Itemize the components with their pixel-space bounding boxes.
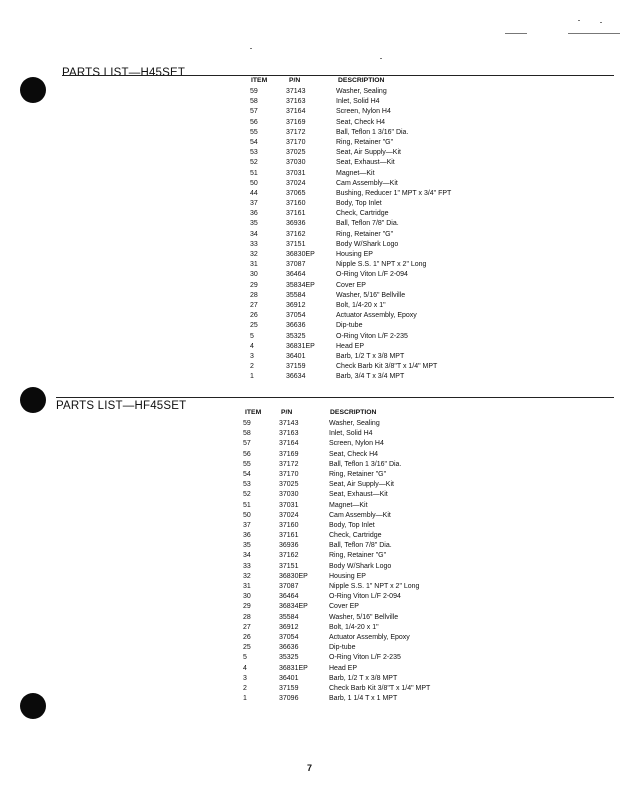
description-cell: Ball, Teflon 7/8" Dia. [329,542,392,550]
description-cell: Seat, Check H4 [336,118,386,126]
part-number-cell: 37025 [279,481,299,489]
part-number-cell: 37025 [286,149,306,157]
description-cell: O-Ring Viton L/F 2-235 [329,654,401,662]
part-number-cell: 37170 [286,138,306,146]
description-cell: O-Ring Viton L/F 2-094 [329,593,401,601]
part-number-cell: 37024 [286,179,306,187]
description-cell: Ball, Teflon 1 3/16" Dia. [336,128,409,136]
part-number-cell: 37159 [286,363,306,371]
table-row [241,623,541,633]
parts-list-hf45set [241,419,541,704]
item-number-cell: 55 [250,128,258,136]
table-row [248,97,548,107]
part-number-cell: 37054 [279,633,299,641]
item-number-cell: 4 [250,342,254,350]
table-row [248,301,548,311]
item-number-cell: 53 [243,481,251,489]
table-row [241,562,541,572]
table-row [248,148,548,158]
table-row [248,107,548,117]
table-row [241,501,541,511]
description-cell: Head EP [336,342,365,350]
description-cell: Screen, Nylon H4 [336,108,391,116]
description-cell: Check, Cartridge [336,210,389,218]
item-number-cell: 50 [243,511,251,519]
part-number-cell: 37169 [279,450,299,458]
item-number-cell: 1 [243,695,247,703]
part-number-cell: 36634 [286,373,306,381]
table-row [248,169,548,179]
table-row [241,582,541,592]
description-cell: Seat, Exhaust—Kit [336,159,395,167]
description-cell: Check, Cartridge [329,532,382,540]
part-number-cell: 36834EP [279,603,308,611]
table-row [248,138,548,148]
section-rule-hf45set [56,397,614,398]
part-number-cell: 37065 [286,189,306,197]
description-cell: Actuator Assembly, Epoxy [336,312,417,320]
part-number-cell: 37096 [279,695,299,703]
table-row [248,281,548,291]
part-number-cell: 37030 [286,159,306,167]
part-number-cell: 36464 [286,271,306,279]
table-row [248,270,548,280]
description-cell: Washer, 5/16" Bellville [329,613,399,621]
table-row [248,219,548,229]
part-number-cell: 36830EP [279,572,308,580]
part-number-cell: 37030 [279,491,299,499]
description-cell: Head EP [329,664,358,672]
part-number-cell: 36636 [286,322,306,330]
table-row [241,531,541,541]
column-header-description: DESCRIPTION [338,77,385,84]
item-number-cell: 5 [243,654,247,662]
part-number-cell: 36464 [279,593,299,601]
description-cell: Body, Top Inlet [329,521,375,529]
item-number-cell: 31 [243,583,251,590]
scan-speck [578,20,580,21]
part-number-cell: 37163 [279,430,299,438]
description-cell: O-Ring Viton L/F 2-094 [336,271,408,279]
table-row [248,362,548,372]
item-number-cell: 54 [250,138,258,146]
item-number-cell: 57 [243,440,251,448]
description-cell: Ring, Retainer "G" [329,552,387,560]
description-cell: Dip-tube [329,644,356,652]
scan-speck [505,33,527,34]
description-cell: Barb, 1 1/4 T x 1 MPT [329,695,398,703]
part-number-cell: 37151 [286,240,306,248]
table-row [248,321,548,331]
description-cell: Dip-tube [336,322,363,330]
item-number-cell: 55 [243,460,251,468]
item-number-cell: 35 [243,542,251,550]
description-cell: Cover EP [336,281,366,289]
part-number-cell: 37162 [286,230,306,238]
description-cell: Seat, Air Supply—Kit [336,149,401,157]
description-cell: Washer, 5/16" Bellville [336,291,406,299]
item-number-cell: 51 [250,169,258,177]
table-row [241,664,541,674]
item-number-cell: 35 [250,220,258,228]
description-cell: Barb, 1/2 T x 3/8 MPT [336,352,405,360]
description-cell: Seat, Air Supply—Kit [329,481,394,489]
item-number-cell: 3 [250,352,254,360]
part-number-cell: 37161 [279,532,299,540]
description-cell: Seat, Check H4 [329,450,379,458]
item-number-cell: 2 [250,363,254,371]
table-row [241,460,541,470]
description-cell: Body W/Shark Logo [336,240,399,248]
item-number-cell: 26 [250,312,258,320]
part-number-cell: 37054 [286,312,306,320]
description-cell: Cover EP [329,603,359,611]
description-cell: Bushing, Reducer 1" MPT x 3/4" FPT [336,189,452,197]
table-row [248,230,548,240]
table-row [248,311,548,321]
item-number-cell: 4 [243,664,247,672]
parts-list-h45set [248,87,548,382]
scan-speck [568,33,620,34]
table-row [248,87,548,97]
description-cell: Body W/Shark Logo [329,562,392,570]
item-number-cell: 5 [250,332,254,340]
page-number: 7 [307,763,313,773]
item-number-cell: 50 [250,179,258,187]
part-number-cell: 37151 [279,562,299,570]
table-row [248,118,548,128]
part-number-cell: 37163 [286,98,306,106]
description-cell: Barb, 3/4 T x 3/4 MPT [336,373,405,381]
part-number-cell: 37172 [279,460,299,468]
part-number-cell: 35325 [286,332,306,340]
description-cell: Ball, Teflon 7/8" Dia. [336,220,399,228]
table-row [248,250,548,260]
table-row [241,490,541,500]
description-cell: Inlet, Solid H4 [329,430,373,438]
part-number-cell: 37087 [279,583,299,590]
item-number-cell: 36 [250,210,258,218]
table-row [241,450,541,460]
description-cell: Cam Assembly—Kit [336,179,398,187]
item-number-cell: 3 [243,674,247,682]
table-row [248,372,548,382]
part-number-cell: 36831EP [279,664,308,672]
description-cell: Nipple S.S. 1" NPT x 2" Long [336,261,427,269]
description-cell: Nipple S.S. 1" NPT x 2" Long [329,583,420,590]
part-number-cell: 37160 [286,200,306,208]
table-row [241,674,541,684]
description-cell: Ring, Retainer "G" [336,138,394,146]
part-number-cell: 37159 [279,684,299,692]
item-number-cell: 25 [250,322,258,330]
column-header-pn: P/N [281,409,293,416]
table-row [248,199,548,209]
table-row [248,189,548,199]
item-number-cell: 56 [250,118,258,126]
item-number-cell: 27 [250,301,258,309]
description-cell: Washer, Sealing [329,420,380,427]
description-cell: Actuator Assembly, Epoxy [329,633,410,641]
part-number-cell: 35325 [279,654,299,662]
part-number-cell: 37031 [279,501,299,509]
item-number-cell: 2 [243,684,247,692]
description-cell: Ball, Teflon 1 3/16" Dia. [329,460,402,468]
binder-hole-middle [20,387,46,413]
item-number-cell: 52 [250,159,258,167]
table-row [241,551,541,561]
table-row [248,128,548,138]
item-number-cell: 34 [243,552,251,560]
item-number-cell: 28 [250,291,258,299]
description-cell: Housing EP [329,572,366,580]
item-number-cell: 34 [250,230,258,238]
part-number-cell: 36831EP [286,342,315,350]
part-number-cell: 37164 [286,108,306,116]
table-row [248,209,548,219]
table-row [248,179,548,189]
part-number-cell: 37031 [286,169,306,177]
item-number-cell: 37 [243,521,251,529]
item-number-cell: 25 [243,644,251,652]
item-number-cell: 59 [243,420,251,427]
table-row [248,342,548,352]
item-number-cell: 26 [243,633,251,641]
table-row [241,572,541,582]
part-number-cell: 35834EP [286,281,315,289]
part-number-cell: 37160 [279,521,299,529]
part-number-cell: 36401 [286,352,306,360]
description-cell: Bolt, 1/4-20 x 1" [336,301,386,309]
item-number-cell: 54 [243,470,251,478]
table-row [241,429,541,439]
table-row [241,521,541,531]
column-header-pn: P/N [289,77,301,84]
table-row [241,633,541,643]
part-number-cell: 37161 [286,210,306,218]
section-title-hf45set: PARTS LIST—HF45SET [56,400,187,412]
section-rule-h45set [62,75,614,76]
item-number-cell: 32 [243,572,251,580]
binder-hole-bottom [20,693,46,719]
section-title-h45set: PARTS LIST—H45SET [62,67,186,79]
item-number-cell: 28 [243,613,251,621]
part-number-cell: 36830EP [286,251,315,258]
table-row [241,653,541,663]
part-number-cell: 37143 [279,420,299,427]
column-header-item: ITEM [251,77,268,84]
table-row [241,541,541,551]
table-row [241,592,541,602]
description-cell: Housing EP [336,251,373,258]
part-number-cell: 37170 [279,470,299,478]
item-number-cell: 51 [243,501,251,509]
part-number-cell: 37164 [279,440,299,448]
description-cell: Magnet—Kit [336,169,375,177]
item-number-cell: 30 [250,271,258,279]
item-number-cell: 53 [250,149,258,157]
table-row [248,332,548,342]
table-row [241,480,541,490]
description-cell: O-Ring Viton L/F 2-235 [336,332,408,340]
item-number-cell: 59 [250,88,258,95]
scan-speck [380,58,382,59]
table-row [241,694,541,704]
item-number-cell: 37 [250,200,258,208]
description-cell: Cam Assembly—Kit [329,511,391,519]
item-number-cell: 58 [250,98,258,106]
table-row [248,352,548,362]
item-number-cell: 31 [250,261,258,269]
item-number-cell: 56 [243,450,251,458]
part-number-cell: 37143 [286,88,306,95]
description-cell: Screen, Nylon H4 [329,440,384,448]
description-cell: Body, Top Inlet [336,200,382,208]
part-number-cell: 36912 [286,301,306,309]
table-row [241,470,541,480]
table-row [248,158,548,168]
item-number-cell: 29 [243,603,251,611]
part-number-cell: 35584 [286,291,306,299]
item-number-cell: 58 [243,430,251,438]
part-number-cell: 36912 [279,623,299,631]
description-cell: Barb, 1/2 T x 3/8 MPT [329,674,398,682]
item-number-cell: 44 [250,189,258,197]
part-number-cell: 36936 [279,542,299,550]
item-number-cell: 33 [243,562,251,570]
table-row [241,602,541,612]
part-number-cell: 37172 [286,128,306,136]
binder-hole-top [20,77,46,103]
part-number-cell: 36936 [286,220,306,228]
scan-speck [250,48,252,49]
part-number-cell: 36401 [279,674,299,682]
part-number-cell: 37162 [279,552,299,560]
part-number-cell: 37024 [279,511,299,519]
description-cell: Inlet, Solid H4 [336,98,380,106]
description-cell: Magnet—Kit [329,501,368,509]
item-number-cell: 36 [243,532,251,540]
description-cell: Washer, Sealing [336,88,387,95]
table-row [241,511,541,521]
table-row [248,291,548,301]
table-row [241,643,541,653]
item-number-cell: 32 [250,251,258,258]
table-row [248,240,548,250]
item-number-cell: 33 [250,240,258,248]
description-cell: Ring, Retainer "G" [329,470,387,478]
table-row [248,260,548,270]
description-cell: Seat, Exhaust—Kit [329,491,388,499]
scan-speck [600,22,602,23]
table-row [241,613,541,623]
item-number-cell: 52 [243,491,251,499]
part-number-cell: 35584 [279,613,299,621]
table-row [241,684,541,694]
description-cell: Bolt, 1/4-20 x 1" [329,623,379,631]
item-number-cell: 29 [250,281,258,289]
table-row [241,439,541,449]
part-number-cell: 37087 [286,261,306,269]
part-number-cell: 37169 [286,118,306,126]
column-header-description: DESCRIPTION [330,409,377,416]
item-number-cell: 30 [243,593,251,601]
item-number-cell: 27 [243,623,251,631]
item-number-cell: 57 [250,108,258,116]
description-cell: Check Barb Kit 3/8"T x 1/4" MPT [329,684,431,692]
description-cell: Ring, Retainer "G" [336,230,394,238]
part-number-cell: 36636 [279,644,299,652]
column-header-item: ITEM [245,409,262,416]
description-cell: Check Barb Kit 3/8"T x 1/4" MPT [336,363,438,371]
item-number-cell: 1 [250,373,254,381]
table-row [241,419,541,429]
